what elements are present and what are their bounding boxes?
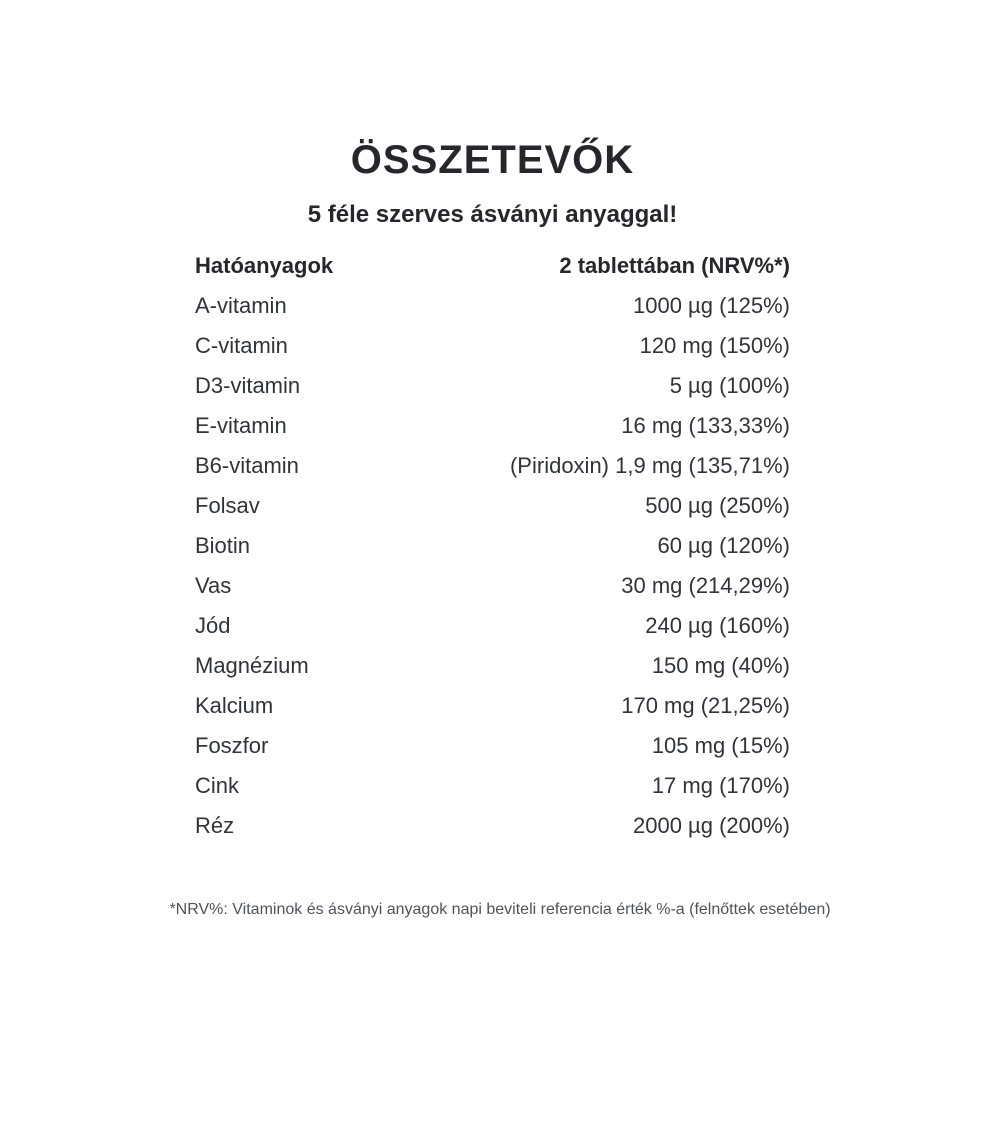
ingredient-amount: 1000 µg (125%) [633,293,790,318]
ingredients-table [195,246,790,846]
ingredient-name: E-vitamin [195,413,287,438]
ingredient-amount: 170 mg (21,25%) [621,693,790,718]
ingredient-name: Jód [195,613,231,638]
table-row [195,806,790,846]
table-row [195,646,790,686]
table-row [195,446,790,486]
page-title: ÖSSZETEVŐK [350,138,635,182]
table-body [195,286,790,846]
ingredient-name: Biotin [195,533,251,558]
ingredient-name: C-vitamin [195,333,288,358]
table-header-row [195,246,790,286]
table-row [195,566,790,606]
table-row [195,726,790,766]
ingredient-amount: (Piridoxin) 1,9 mg (135,71%) [509,453,790,478]
ingredient-amount: 150 mg (40%) [651,653,790,678]
ingredient-name: Kalcium [195,693,274,718]
ingredient-name: Folsav [195,493,260,518]
table-row [195,366,790,406]
column-header-active-ingredients: Hatóanyagok [195,253,334,278]
ingredient-name: Cink [195,773,240,798]
ingredient-amount: 5 µg (100%) [669,373,790,398]
table-row [195,406,790,446]
ingredient-amount: 120 mg (150%) [639,333,790,358]
table-row [195,686,790,726]
ingredient-amount: 500 µg (250%) [645,493,790,518]
ingredient-name: Magnézium [195,653,309,678]
table-row [195,526,790,566]
ingredient-amount: 17 mg (170%) [651,773,790,798]
table-row [195,606,790,646]
column-header-per-two-tablets: 2 tablettában (NRV%*) [559,253,790,278]
ingredient-name: D3-vitamin [195,373,301,398]
table-row [195,486,790,526]
ingredient-amount: 30 mg (214,29%) [621,573,790,598]
page-subtitle: 5 féle szerves ásványi anyaggal! [307,201,678,228]
ingredient-name: A-vitamin [195,293,287,318]
ingredient-name: Foszfor [195,733,269,758]
ingredient-name: Réz [195,813,235,838]
ingredients-panel [169,136,831,920]
table-row [195,326,790,366]
ingredient-amount: 105 mg (15%) [651,733,790,758]
ingredient-amount: 16 mg (133,33%) [621,413,790,438]
table-row [195,286,790,326]
table-row [195,766,790,806]
ingredient-amount: 240 µg (160%) [645,613,790,638]
ingredient-name: B6-vitamin [195,453,299,478]
nrv-footnote: *NRV%: Vitaminok és ásványi anyagok napi beviteli referencia érték %-a (felnőttek esetében) [169,901,831,918]
ingredient-amount: 60 µg (120%) [657,533,790,558]
ingredient-amount: 2000 µg (200%) [633,813,790,838]
ingredient-name: Vas [195,573,232,598]
